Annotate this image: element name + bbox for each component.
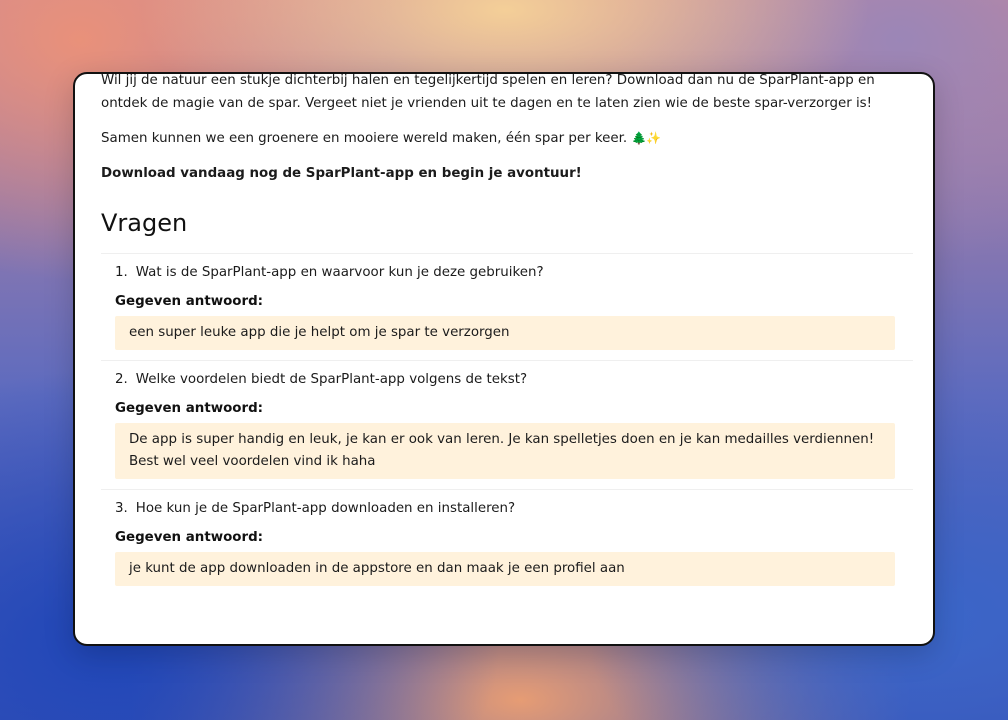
- question-number: 2.: [115, 372, 128, 387]
- question-line: [115, 262, 895, 284]
- answer-box: De app is super handig en leuk, je kan er ook van leren. Je kan spelletjes doen en je kan medailles verdiennen! Best wel veel voordelen vind ik haha: [115, 423, 895, 479]
- question-line: [115, 369, 895, 391]
- question-line: [115, 498, 895, 520]
- answer-label: Gegeven antwoord:: [115, 530, 264, 545]
- question-item: [101, 360, 913, 489]
- question-number: 1.: [115, 265, 128, 280]
- question-text: Hoe kun je de SparPlant-app downloaden en installeren?: [135, 501, 516, 516]
- content-card: [73, 72, 935, 646]
- intro-call-to-action: Download vandaag nog de SparPlant-app en begin je avontuur!: [101, 166, 582, 181]
- answer-box: een super leuke app die je helpt om je spar te verzorgen: [115, 316, 895, 350]
- question-item: [101, 253, 913, 360]
- question-text: Wat is de SparPlant-app en waarvoor kun je deze gebruiken?: [135, 265, 544, 280]
- intro-paragraph-together: [101, 127, 915, 150]
- question-text: Welke voordelen biedt de SparPlant-app volgens de tekst?: [135, 372, 528, 387]
- intro-paragraph: Wil jij de natuur een stukje dichterbij halen en tegelijkertijd spelen en leren? Download dan nu de SparPlant-app en ontdek de magie van de spar. Vergeet niet je vrienden uit te dagen en te laten zien wie de beste spar-verzorger is!: [101, 73, 875, 111]
- answer-label: Gegeven antwoord:: [115, 294, 264, 309]
- tree-sparkles-icon: 🌲✨: [631, 131, 662, 145]
- intro-paragraph-together-text: Samen kunnen we een groenere en mooiere wereld maken, één spar per keer.: [101, 131, 628, 146]
- answer-label: Gegeven antwoord:: [115, 401, 264, 416]
- section-title: Vragen: [101, 209, 188, 237]
- answer-box: je kunt de app downloaden in de appstore en dan maak je een profiel aan: [115, 552, 895, 586]
- content-body: [101, 72, 915, 596]
- question-item: [101, 489, 913, 596]
- question-number: 3.: [115, 501, 128, 516]
